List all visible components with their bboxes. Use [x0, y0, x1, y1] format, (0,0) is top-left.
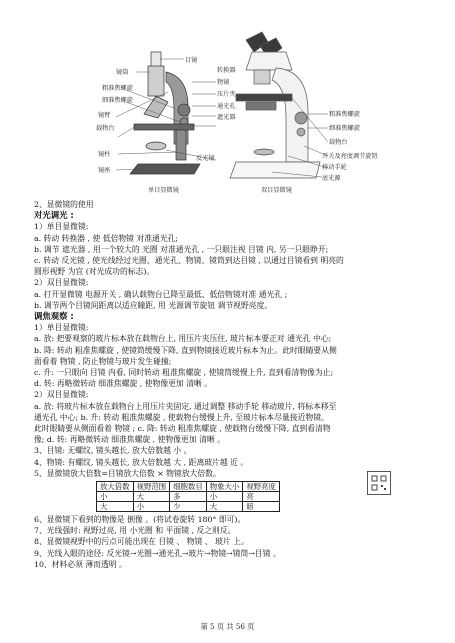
label-base: 镜座 [98, 167, 111, 174]
text-line: c. 升: 一只眼向 目镜 内看, 同时转动 粗准焦螺旋 , 使镜筒缓慢上升, 直到看清物像为止; [34, 368, 334, 378]
text-line: 2、显微镜的使用 [34, 200, 94, 209]
text-line: 此时眼睛要从侧面看着 物镜 ; c. 降: 转动 粗准焦螺旋 , 使载物台缓慢下降, 直到看清物 [34, 424, 331, 434]
text-line: 面看着 物镜 , 防止物镜与玻片发生碰撞; [34, 356, 172, 366]
text-line: 圆形视野 为宜 (对光成功的标志)。 [34, 267, 155, 277]
text-line: a. 放: 将玻片标本放在载物台上用压片夹固定, 通过调整 移动手轮 移动玻片, 将标本移至 [34, 401, 337, 411]
table-header-row [97, 482, 280, 492]
text-line: 3、目镜: 无螺纹, 镜头越长, 放大倍数越 小 。 [34, 446, 192, 456]
table-row [97, 492, 280, 502]
monocular-microscope-drawing [130, 52, 200, 174]
text-line: 2）双目显微镜: [34, 390, 89, 400]
label-fine-adjust: 细准焦螺旋 [102, 97, 133, 104]
text-line: 6、显微镜下看到的物像是 倒像 。(将试卷旋转 180° 即可)。 [34, 515, 246, 525]
label-coarse-adjust-right: 粗准焦螺旋 [329, 111, 360, 118]
table-header-cell: 物象大小 [206, 482, 243, 492]
table-cell: 亮 [243, 492, 280, 502]
table-cell: 暗 [243, 502, 280, 512]
table-cell: 大 [206, 502, 243, 512]
label-stage-right: 载物台 [329, 139, 348, 146]
text-line: 1）单目显微镜: [34, 323, 89, 333]
text-line: d. 转: 再略微转动 细准焦螺旋 , 使物像更加 清晰 。 [34, 379, 213, 389]
label-eyepiece: 目镜 [185, 57, 198, 64]
label-clip: 压片夹 [217, 91, 236, 98]
text-line: 通光孔 中心; b. 升: 转动 粗准焦螺旋 , 使载物台缓慢上升, 至玻片标本尽量接近物镜。 [34, 412, 329, 422]
binocular-microscope-drawing [230, 32, 320, 178]
text-line: a. 放: 把要观察的玻片标本放在载物台上, 用压片夹压住, 玻片标本要正对 通光孔 中心; [34, 334, 332, 344]
text-line: b. 调节两个目镜间距离以适应瞳距, 用 光源调节旋钮 调节视野亮度。 [34, 300, 273, 310]
section-heading: 对光调光 : [34, 210, 74, 221]
label-nosepiece: 转换器 [217, 67, 236, 74]
text-line: 1）单目显微镜: [34, 222, 89, 232]
text-line: 4、物镜: 有螺纹, 镜头越长, 放大倍数越 大 , 距离玻片越 近 。 [34, 457, 249, 467]
label-stage-knob: 移动手轮 [322, 164, 347, 171]
table-cell: 少 [170, 502, 207, 512]
label-fine-adjust-right: 细准焦螺旋 [329, 125, 360, 132]
text-line: 9、光线入眼的途径: 反光镜→光圈→通光孔→玻片→物镜→镜筒→目镜 。 [34, 548, 281, 558]
page-footer: 第 5 页 共 56 页 [200, 622, 255, 631]
qr-code-icon [367, 471, 391, 495]
text-line: b. 调节 遮光器 , 用一个较大的 光圈 对准通光孔 , 一只眼注视 目镜 内, 另一只眼睁开; [34, 244, 329, 254]
label-mirror: 反光镜 [196, 155, 215, 162]
label-objective: 物镜 [217, 79, 230, 86]
text-line: b. 降: 转动 粗准焦螺旋 , 使镜筒缓慢下降, 直到物镜接近玻片标本为止。此时眼睛要从侧 [34, 345, 337, 355]
table-header-cell: 视野亮度 [243, 482, 280, 492]
label-pillar: 镜柱 [98, 151, 111, 158]
text-line: c. 转动 反光镜 , 使光线经过光圈、通光孔、物镜、镜筒到达目镜 , 以通过目镜看到 明亮的 [34, 256, 344, 266]
microscope-figure [96, 22, 396, 200]
table-header-cell: 细胞数目 [170, 482, 207, 492]
label-stage-left: 载物台 [96, 125, 115, 132]
label-diaphragm: 遮光器 [217, 114, 236, 121]
label-arm: 镜臂 [98, 112, 111, 119]
text-line: 5、显微镜放大倍数=目镜放大倍数 × 物镜放大倍数。 [34, 468, 221, 478]
text-line: 8、显微镜视野中的污点可能出现在 目镜 、 物镜 、 玻片 上。 [34, 537, 249, 547]
caption-binocular: 双目显微镜 [261, 187, 292, 194]
label-tube: 镜筒 [116, 69, 129, 76]
table-cell: 小 [97, 492, 134, 502]
label-aperture: 通光孔 [217, 103, 236, 110]
table-cell: 多 [170, 492, 207, 502]
table-header-cell: 视野范围 [133, 482, 170, 492]
document-body [34, 199, 434, 570]
table-row [97, 502, 280, 512]
text-line: 像; d. 转: 再略微转动 细准焦螺旋 , 使物像更加 清晰 。 [34, 435, 225, 445]
table-cell: 小 [206, 492, 243, 502]
label-light-switch: 开关及亮度调节旋钮 [322, 153, 378, 160]
microscope-diagram [96, 22, 396, 200]
label-light-source: 底光源 [322, 175, 341, 182]
table-cell: 小 [133, 502, 170, 512]
text-line: a. 打开显微镜 电源开关 , 确认载物台已降至最低、低倍物镜对准 通光孔 ; [34, 289, 288, 299]
caption-monocular: 单目显微镜 [148, 187, 179, 194]
magnification-table [96, 481, 280, 512]
table-header-cell: 放大倍数 [97, 482, 134, 492]
text-line: a. 转动 转换器 , 使 低倍物镜 对准通光孔; [34, 233, 179, 243]
label-coarse-adjust: 粗准焦螺旋 [102, 85, 133, 92]
table-cell: 大 [97, 502, 134, 512]
text-line: 7、光线强时: 视野过亮, 用 小光圈 和 平面镜 , 反之则反。 [34, 526, 236, 536]
text-line: 10、材料必须 薄而透明 。 [34, 559, 127, 569]
text-line: 2）双目显微镜: [34, 278, 89, 288]
table-cell: 大 [133, 492, 170, 502]
section-heading: 调焦观察 : [34, 311, 74, 322]
